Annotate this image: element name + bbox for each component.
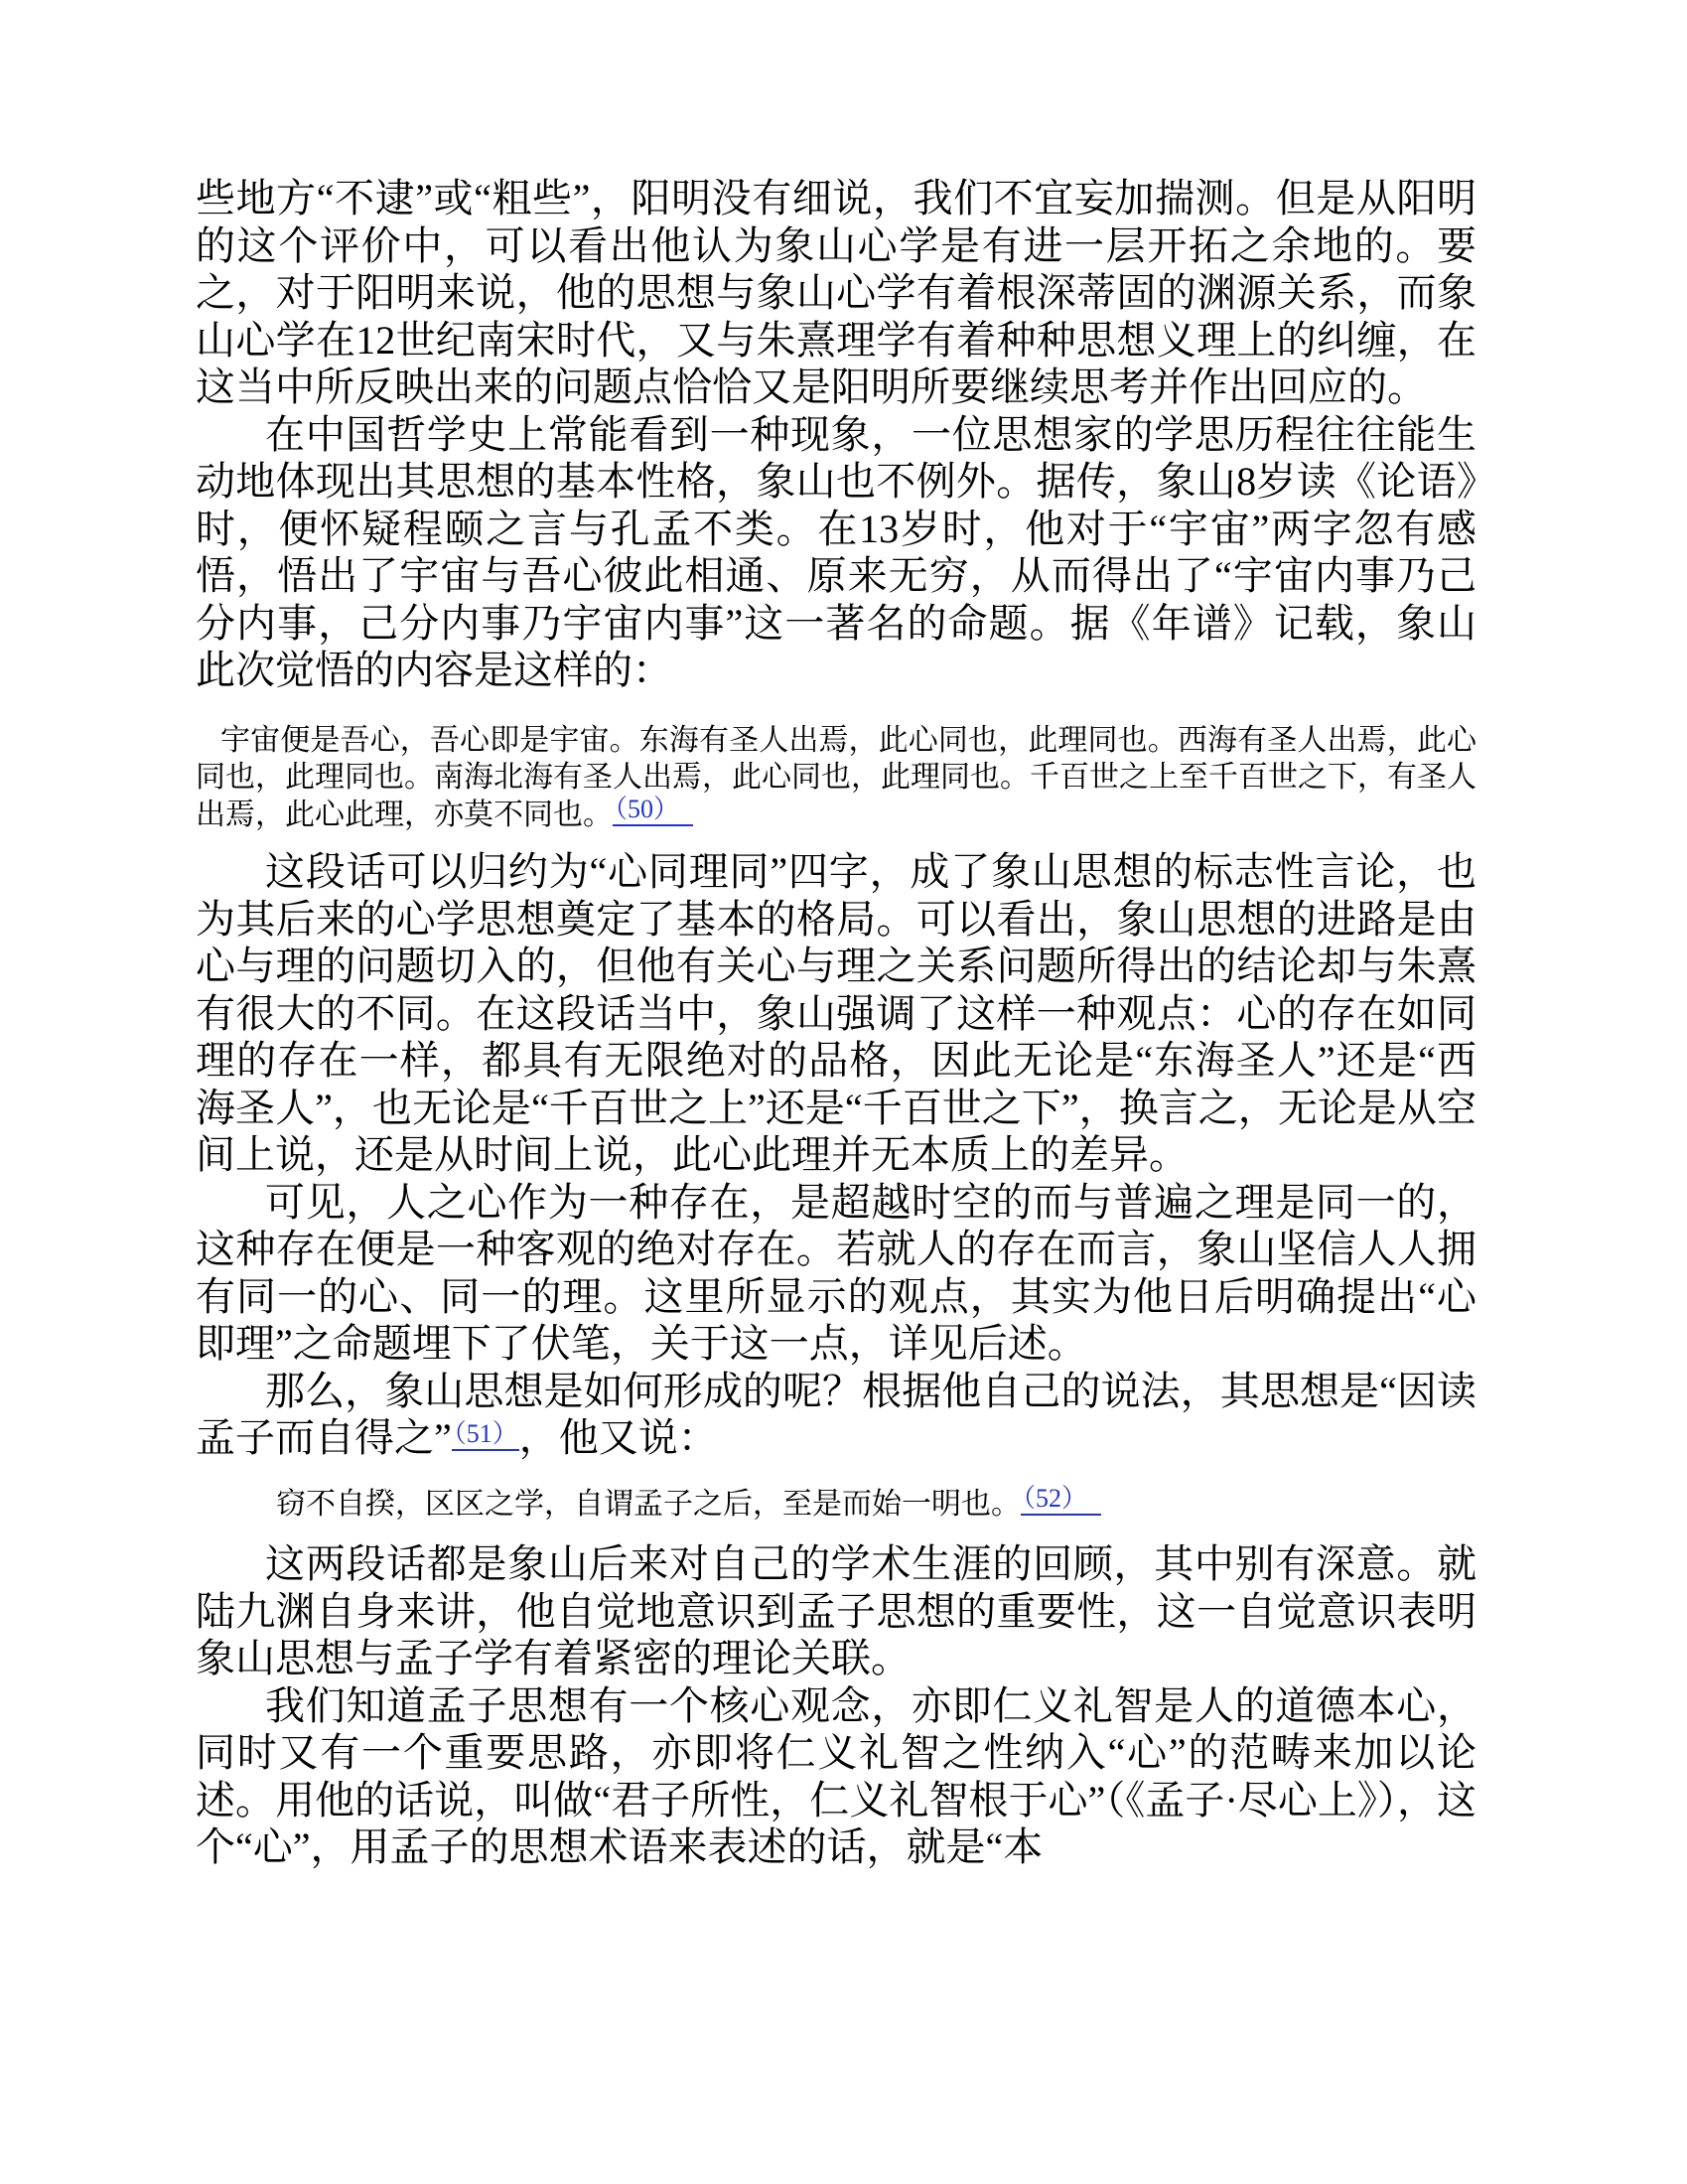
footnote-link[interactable]: （51） bbox=[452, 1419, 519, 1451]
quote-block bbox=[196, 722, 1476, 834]
text-run: ，他又说： bbox=[518, 1415, 718, 1460]
text-run: 这两段话都是象山后来对自己的学术生涯的回顾，其中别有深意。就陆九渊自身来讲，他自觉地意识到孟子思想的重要性，这一自觉意识表明象山思想与孟子学有着紧密的理论关联。 bbox=[196, 1541, 1476, 1680]
body-paragraph bbox=[196, 411, 1476, 694]
footnote-link[interactable]: （52） bbox=[1021, 1484, 1101, 1516]
text-run: 些地方“不逮”或“粗些”，阳明没有细说，我们不宜妄加揣测。但是从阳明的这个评价中，可以看出他认为象山心学是有进一层开拓之余地的。要之，对于阳明来说，他的思想与象山心学有着根深蒂固的渊源关系，而象山心学在12世纪南宋时代，又与朱熹理学有着种种思想义理上的纠缠，在这当中所反映出来的问题点恰恰又是阳明所要继续思考并作出回应的。 bbox=[196, 176, 1476, 409]
body-paragraph bbox=[196, 1682, 1476, 1871]
body-paragraph bbox=[196, 1179, 1476, 1368]
text-run: 窃不自揆，区区之学，自谓孟子之后，至是而始一明也。 bbox=[276, 1487, 1021, 1521]
body-paragraph bbox=[196, 848, 1476, 1179]
text-run: 在中国哲学史上常能看到一种现象，一位思想家的学思历程往往能生动地体现出其思想的基本性格，象山也不例外。据传，象山8岁读《论语》时，便怀疑程颐之言与孔孟不类。在13岁时，他对于“宇宙”两字忽有感悟，悟出了宇宙与吾心彼此相通、原来无穷，从而得出了“宇宙内事乃己分内事，己分内事乃宇宙内事”这一著名的命题。据《年谱》记载，象山此次觉悟的内容是这样的： bbox=[196, 411, 1476, 692]
body-paragraph bbox=[196, 1368, 1476, 1462]
body-paragraph bbox=[196, 175, 1476, 411]
text-run: 宇宙便是吾心，吾心即是宇宙。东海有圣人出焉，此心同也，此理同也。西海有圣人出焉，此心同也，此理同也。南海北海有圣人出焉，此心同也，此理同也。千百世之上至千百世之下，有圣人出焉，此心此理，亦莫不同也。 bbox=[196, 723, 1476, 831]
quote-block bbox=[196, 1483, 1476, 1524]
text-run: 可见，人之心作为一种存在，是超越时空的而与普遍之理是同一的，这种存在便是一种客观的绝对存在。若就人的存在而言，象山坚信人人拥有同一的心、同一的理。这里所显示的观点，其实为他日后明确提出“心即理”之命题埋下了伏笔，关于这一点，详见后述。 bbox=[196, 1179, 1476, 1366]
text-run: 这段话可以归约为“心同理同”四字，成了象山思想的标志性言论，也为其后来的心学思想奠定了基本的格局。可以看出，象山思想的进路是由心与理的问题切入的，但他有关心与理之关系问题所得出的结论却与朱熹有很大的不同。在这段话当中，象山强调了这样一种观点：心的存在如同理的存在一样，都具有无限绝对的品格，因此无论是“东海圣人”还是“西海圣人”，也无论是“千百世之上”还是“千百世之下”，换言之，无论是从空间上说，还是从时间上说，此心此理并无本质上的差异。 bbox=[196, 849, 1476, 1177]
footnote-link[interactable]: （50） bbox=[613, 795, 693, 826]
body-paragraph bbox=[196, 1540, 1476, 1682]
text-run: 那么，象山思想是如何形成的呢？根据他自己的说法，其思想是“因读孟子而自得之” bbox=[196, 1368, 1476, 1460]
page-text bbox=[196, 175, 1476, 1871]
text-run: 我们知道孟子思想有一个核心观念，亦即仁义礼智是人的道德本心，同时又有一个重要思路，亦即将仁义礼智之性纳入“心”的范畴来加以论述。用他的话说，叫做“君子所性，仁义礼智根于心”（《孟子·尽心上》），这个“心”，用孟子的思想术语来表述的话，就是“本 bbox=[196, 1682, 1476, 1869]
